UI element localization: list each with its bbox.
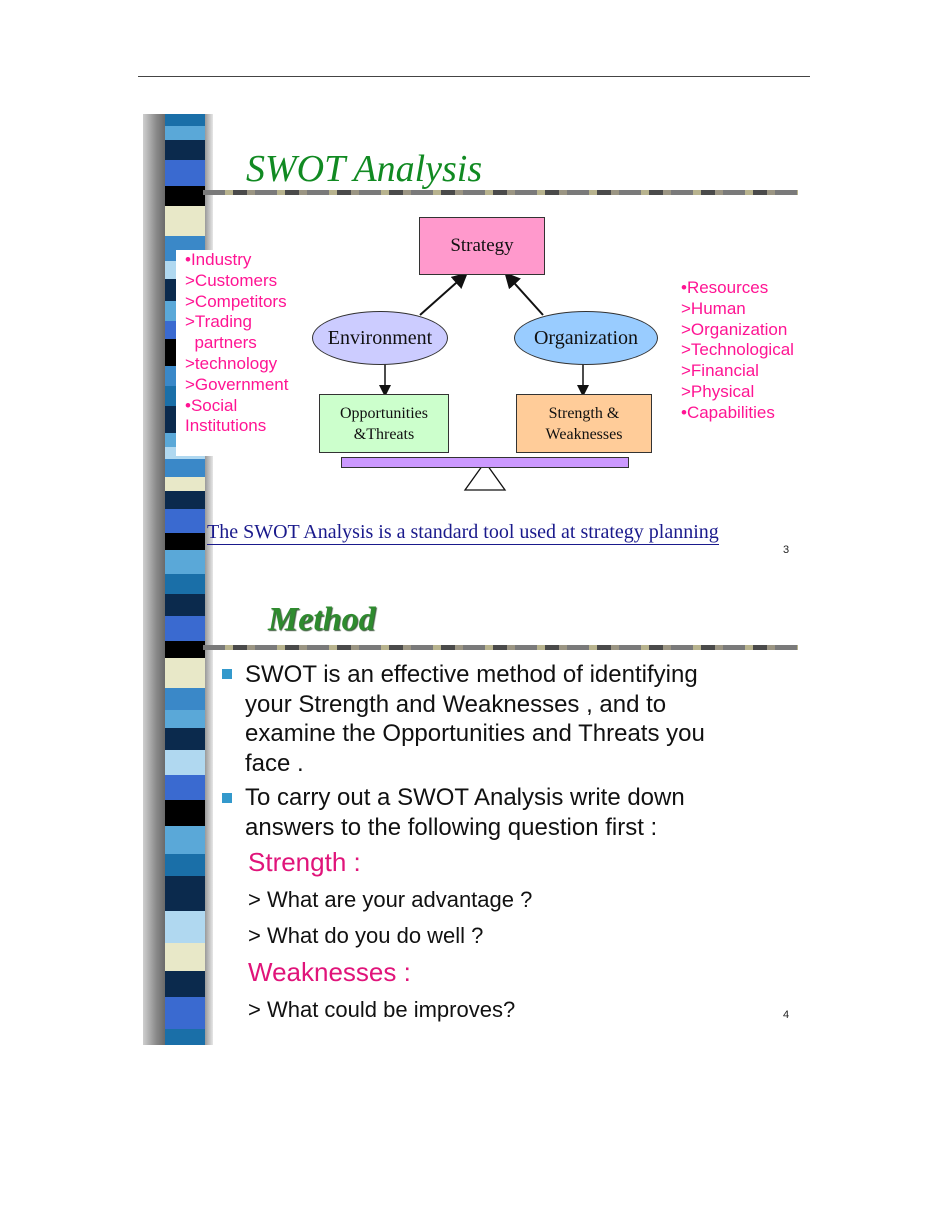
bullet-paragraph-2	[245, 783, 685, 842]
list-item: >Organization	[681, 319, 788, 339]
list-item: •Industry	[185, 250, 252, 269]
slide-title-method: Method	[268, 601, 376, 638]
arrow-organization-to-strategy	[507, 275, 543, 315]
strength-label: Strength &	[548, 404, 620, 422]
text-line: face .	[245, 749, 304, 777]
strength-question: > What do you do well ?	[248, 923, 484, 948]
weaknesses-label: Weaknesses	[545, 425, 623, 443]
list-item: >Customers	[185, 270, 278, 290]
list-item: >Technological	[681, 340, 794, 360]
organization-ellipse: Organization	[514, 311, 658, 365]
list-item: >Trading	[185, 312, 252, 332]
list-item: •Resources	[681, 278, 769, 297]
bullet-square-icon	[222, 793, 232, 803]
strength-question: > What are your advantage ?	[248, 887, 533, 912]
list-item: >Competitors	[185, 291, 287, 311]
text-line: SWOT is an effective method of identifying	[245, 661, 698, 688]
list-item: partners	[185, 333, 257, 353]
text-line: your Strength and Weaknesses , and to	[245, 690, 667, 718]
title-underline-rule	[203, 190, 798, 195]
stripe-shadow	[143, 114, 165, 1045]
page-number: 3	[783, 544, 790, 556]
slide-caption: The SWOT Analysis is a standard tool used at strategy planning	[207, 521, 719, 543]
list-item: >Physical	[681, 381, 755, 401]
arrow-environment-to-strategy	[420, 275, 465, 315]
slide-title-swot: SWOT Analysis	[246, 148, 483, 190]
list-item: Institutions	[185, 416, 267, 436]
strength-weaknesses-box	[516, 394, 652, 453]
weaknesses-heading: Weaknesses :	[248, 957, 411, 987]
weakness-question: > What could be improves?	[248, 997, 516, 1022]
strategy-box: Strategy	[419, 217, 545, 275]
organization-factors-list	[681, 278, 794, 424]
list-item: >technology	[185, 353, 278, 373]
bullet-square-icon	[222, 669, 232, 679]
page-number: 4	[783, 1009, 790, 1021]
threats-label: &Threats	[353, 425, 415, 443]
opportunities-threats-box	[319, 394, 449, 453]
header-rule	[138, 76, 810, 77]
list-item: •Capabilities	[681, 402, 775, 422]
bullet-paragraph-1	[245, 660, 705, 778]
text-line: To carry out a SWOT Analysis write down	[245, 784, 685, 811]
list-item: >Government	[185, 374, 289, 394]
environment-ellipse: Environment	[312, 311, 448, 365]
text-line: answers to the following question first :	[245, 813, 658, 841]
list-item: >Human	[681, 298, 746, 318]
strength-heading: Strength :	[248, 847, 361, 877]
title-underline-rule	[203, 645, 798, 650]
text-line: examine the Opportunities and Threats you	[245, 720, 705, 747]
environment-factors-list	[176, 250, 315, 456]
list-item: >Financial	[681, 361, 759, 381]
opportunities-label: Opportunities	[340, 404, 428, 422]
balance-beam	[341, 457, 629, 468]
list-item: •Social	[185, 395, 238, 415]
